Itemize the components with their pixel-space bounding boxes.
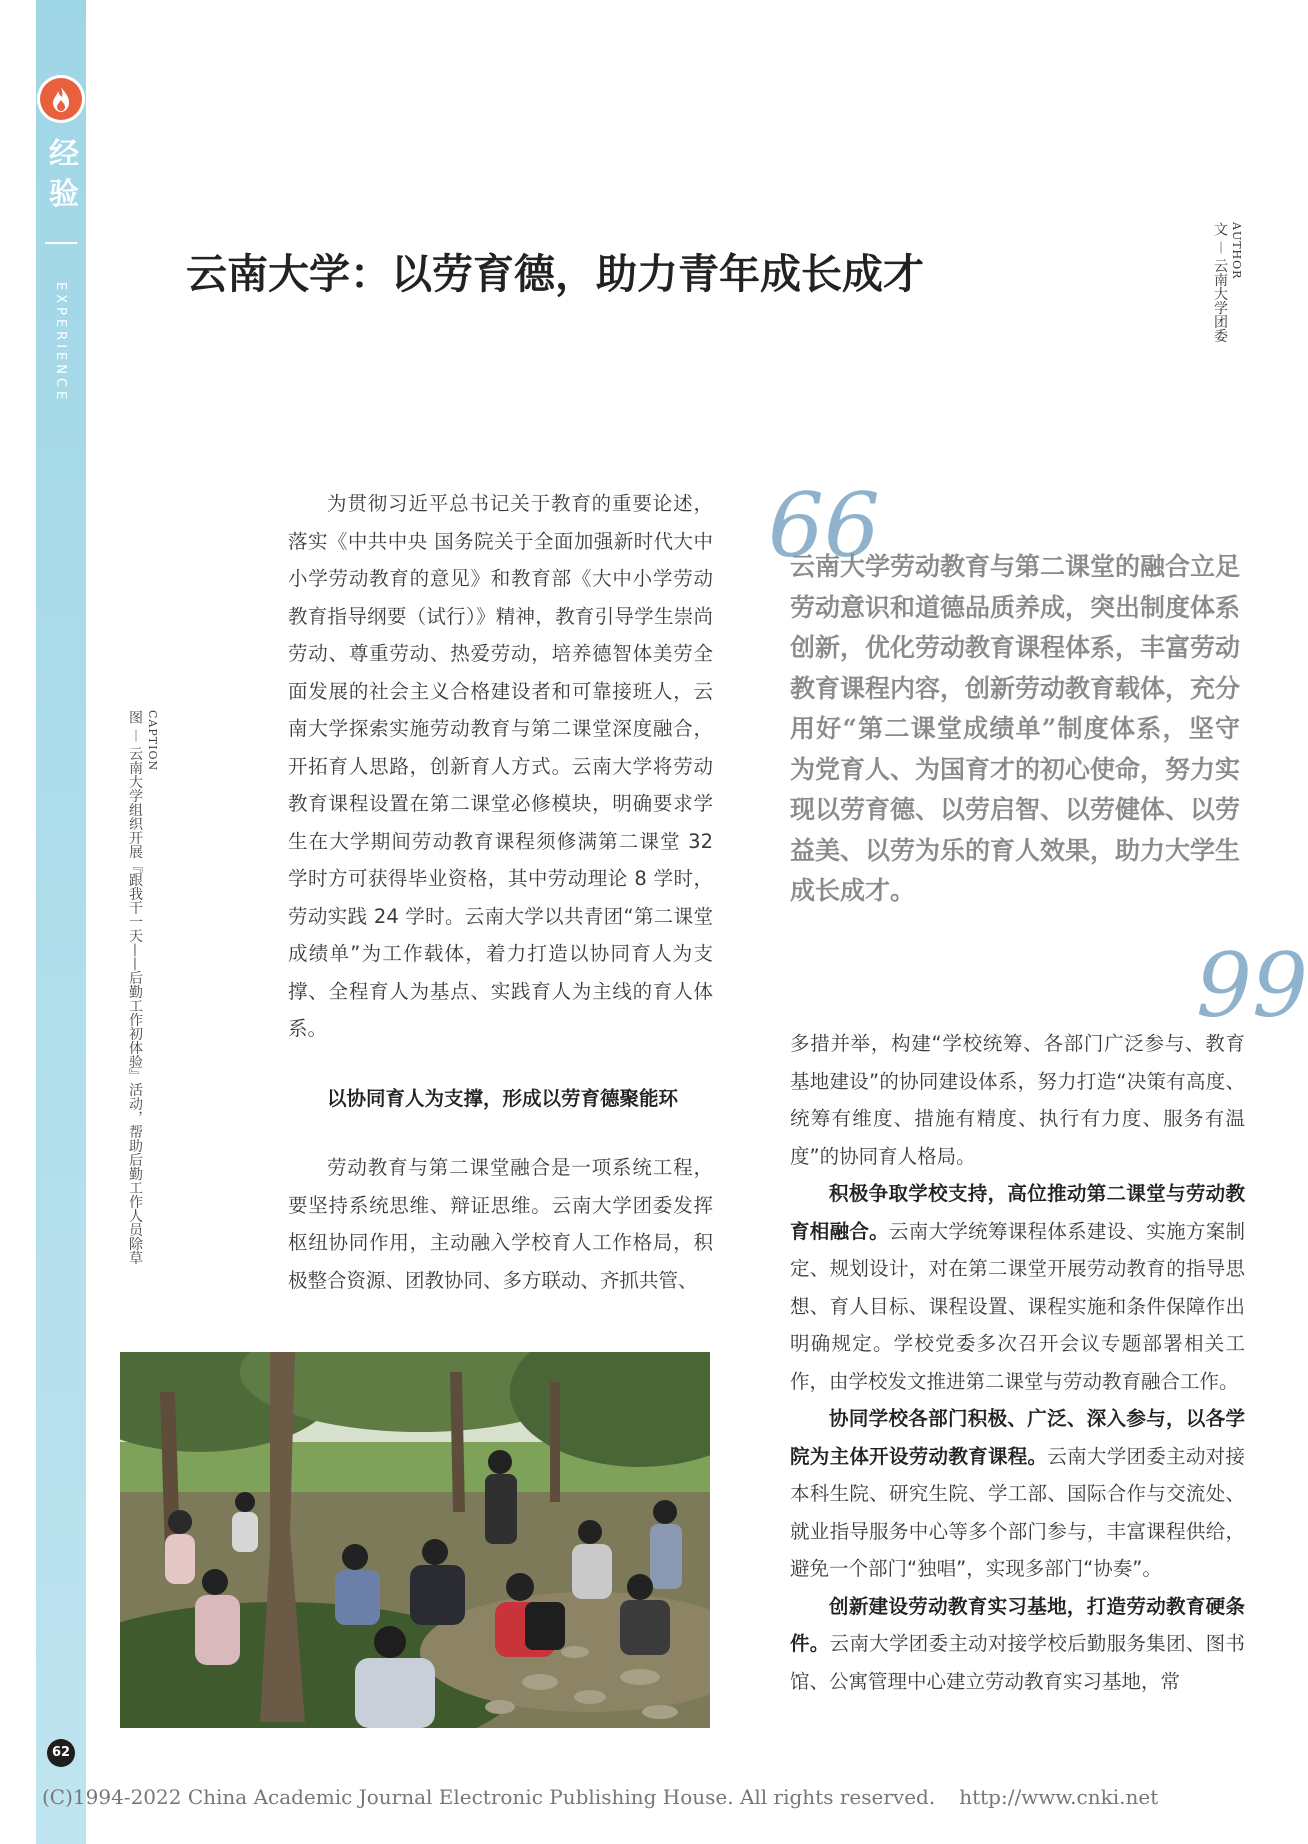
photo-caption xyxy=(126,710,161,1310)
paragraph-body: 云南大学团委主动对接本科生院、研究生院、学工部、国际合作与交流处、就业指导服务中心等多个部门参与，丰富课程供给，避免一个部门“独唱”，实现多部门“协奏”。 xyxy=(790,1444,1245,1580)
paragraph-lead: 积极争取学校支持，高位推动第二课堂与劳动教育相融合。 xyxy=(790,1182,1245,1243)
paragraph xyxy=(790,1175,1245,1400)
caption-label: CAPTION xyxy=(146,710,159,772)
section-heading: 以协同育人为支撑，形成以劳育德聚能环 xyxy=(327,1086,679,1110)
copyright-footer xyxy=(42,1785,1158,1809)
copyright-text: (C)1994-2022 China Academic Journal Electronic Publishing House. All rights reserved. xyxy=(42,1785,936,1809)
caption-text: 图 ︱ 云南大学组织开展『跟我干一天——后勤工作初体验』活动，帮助后勤工作人员除草 xyxy=(127,710,143,1265)
open-quote-mark: 66 xyxy=(768,474,880,577)
author-text: 文 ︱ 云南大学团委 xyxy=(1212,222,1228,343)
paragraph-body: 云南大学统筹课程体系建设、实施方案制定、规划设计，对在第二课堂开展劳动教育的指导思想、育人目标、课程设置、课程实施和条件保障作出明确规定。学校党委多次召开会议专题部署相关工作，由学校发文推进第二课堂与劳动教育融合工作。 xyxy=(790,1219,1245,1393)
paragraph xyxy=(790,1400,1245,1588)
flame-icon xyxy=(40,78,82,120)
section-strip xyxy=(36,0,86,1844)
paragraph-lead: 协同学校各部门积极、广泛、深入参与，以各学院为主体开设劳动教育课程。 xyxy=(790,1407,1245,1468)
article-title: 云南大学：以劳育德，助力青年成长成才 xyxy=(186,250,924,298)
left-column xyxy=(288,485,713,1299)
close-quote-mark: 99 xyxy=(1196,934,1308,1037)
page-number: 62 xyxy=(47,1739,75,1767)
paragraph-body: 云南大学团委主动对接学校后勤服务集团、图书馆、公寓管理中心建立劳动教育实习基地，常 xyxy=(790,1632,1245,1693)
author-block xyxy=(1212,222,1244,462)
pull-quote: 云南大学劳动教育与第二课堂的融合立足劳动意识和道德品质养成，突出制度体系创新，优化劳动教育课程体系，丰富劳动教育课程内容，创新劳动教育载体，充分用好“第二课堂成绩单”制度体系，坚守为党育人、为国育才的初心使命，努力实现以劳育德、以劳启智、以劳健体、以劳益美、以劳为乐的育人效果，助力大学生成长成才。 xyxy=(790,552,1241,905)
article-photo xyxy=(120,1352,710,1728)
section-label: 经验 xyxy=(49,137,79,212)
right-column xyxy=(790,1025,1245,1700)
section-divider xyxy=(45,242,77,244)
paragraph xyxy=(790,1588,1245,1701)
paragraph: 为贯彻习近平总书记关于教育的重要论述，落实《中共中央 国务院关于全面加强新时代大中小学劳动教育的意见》和教育部《大中小学劳动教育指导纲要（试行）》精神，教育引导学生崇尚劳动、尊重劳动、热爱劳动，培养德智体美劳全面发展的社会主义合格建设者和可靠接班人，云南大学探索实施劳动教育与第二课堂深度融合，开拓育人思路，创新育人方式。云南大学将劳动教育课程设置在第二课堂必修模块，明确要求学生在大学期间劳动教育课程须修满第二课堂 32 学时方可获得毕业资格，其中劳动理论 8 学时，劳动实践 24 学时。云南大学以共青团“第二课堂成绩单”为工作载体，着力打造以协同育人为支撑、全程育人为基点、实践育人为主线的育人体系。 xyxy=(288,492,713,1040)
section-label-en: EXPERIENCE xyxy=(53,282,68,404)
paragraph: 劳动教育与第二课堂融合是一项系统工程，要坚持系统思维、辩证思维。云南大学团委发挥枢纽协同作用，主动融入学校育人工作格局，积极整合资源、团教协同、多方联动、齐抓共管、 xyxy=(288,1156,713,1292)
footer-url: http://www.cnki.net xyxy=(959,1785,1159,1809)
paragraph: 多措并举，构建“学校统筹、各部门广泛参与、教育基地建设”的协同建设体系，努力打造“决策有高度、统筹有维度、措施有精度、执行有力度、服务有温度”的协同育人格局。 xyxy=(790,1032,1245,1168)
author-label: AUTHOR xyxy=(1230,222,1243,280)
paragraph-lead: 创新建设劳动教育实习基地，打造劳动教育硬条件。 xyxy=(790,1594,1245,1655)
